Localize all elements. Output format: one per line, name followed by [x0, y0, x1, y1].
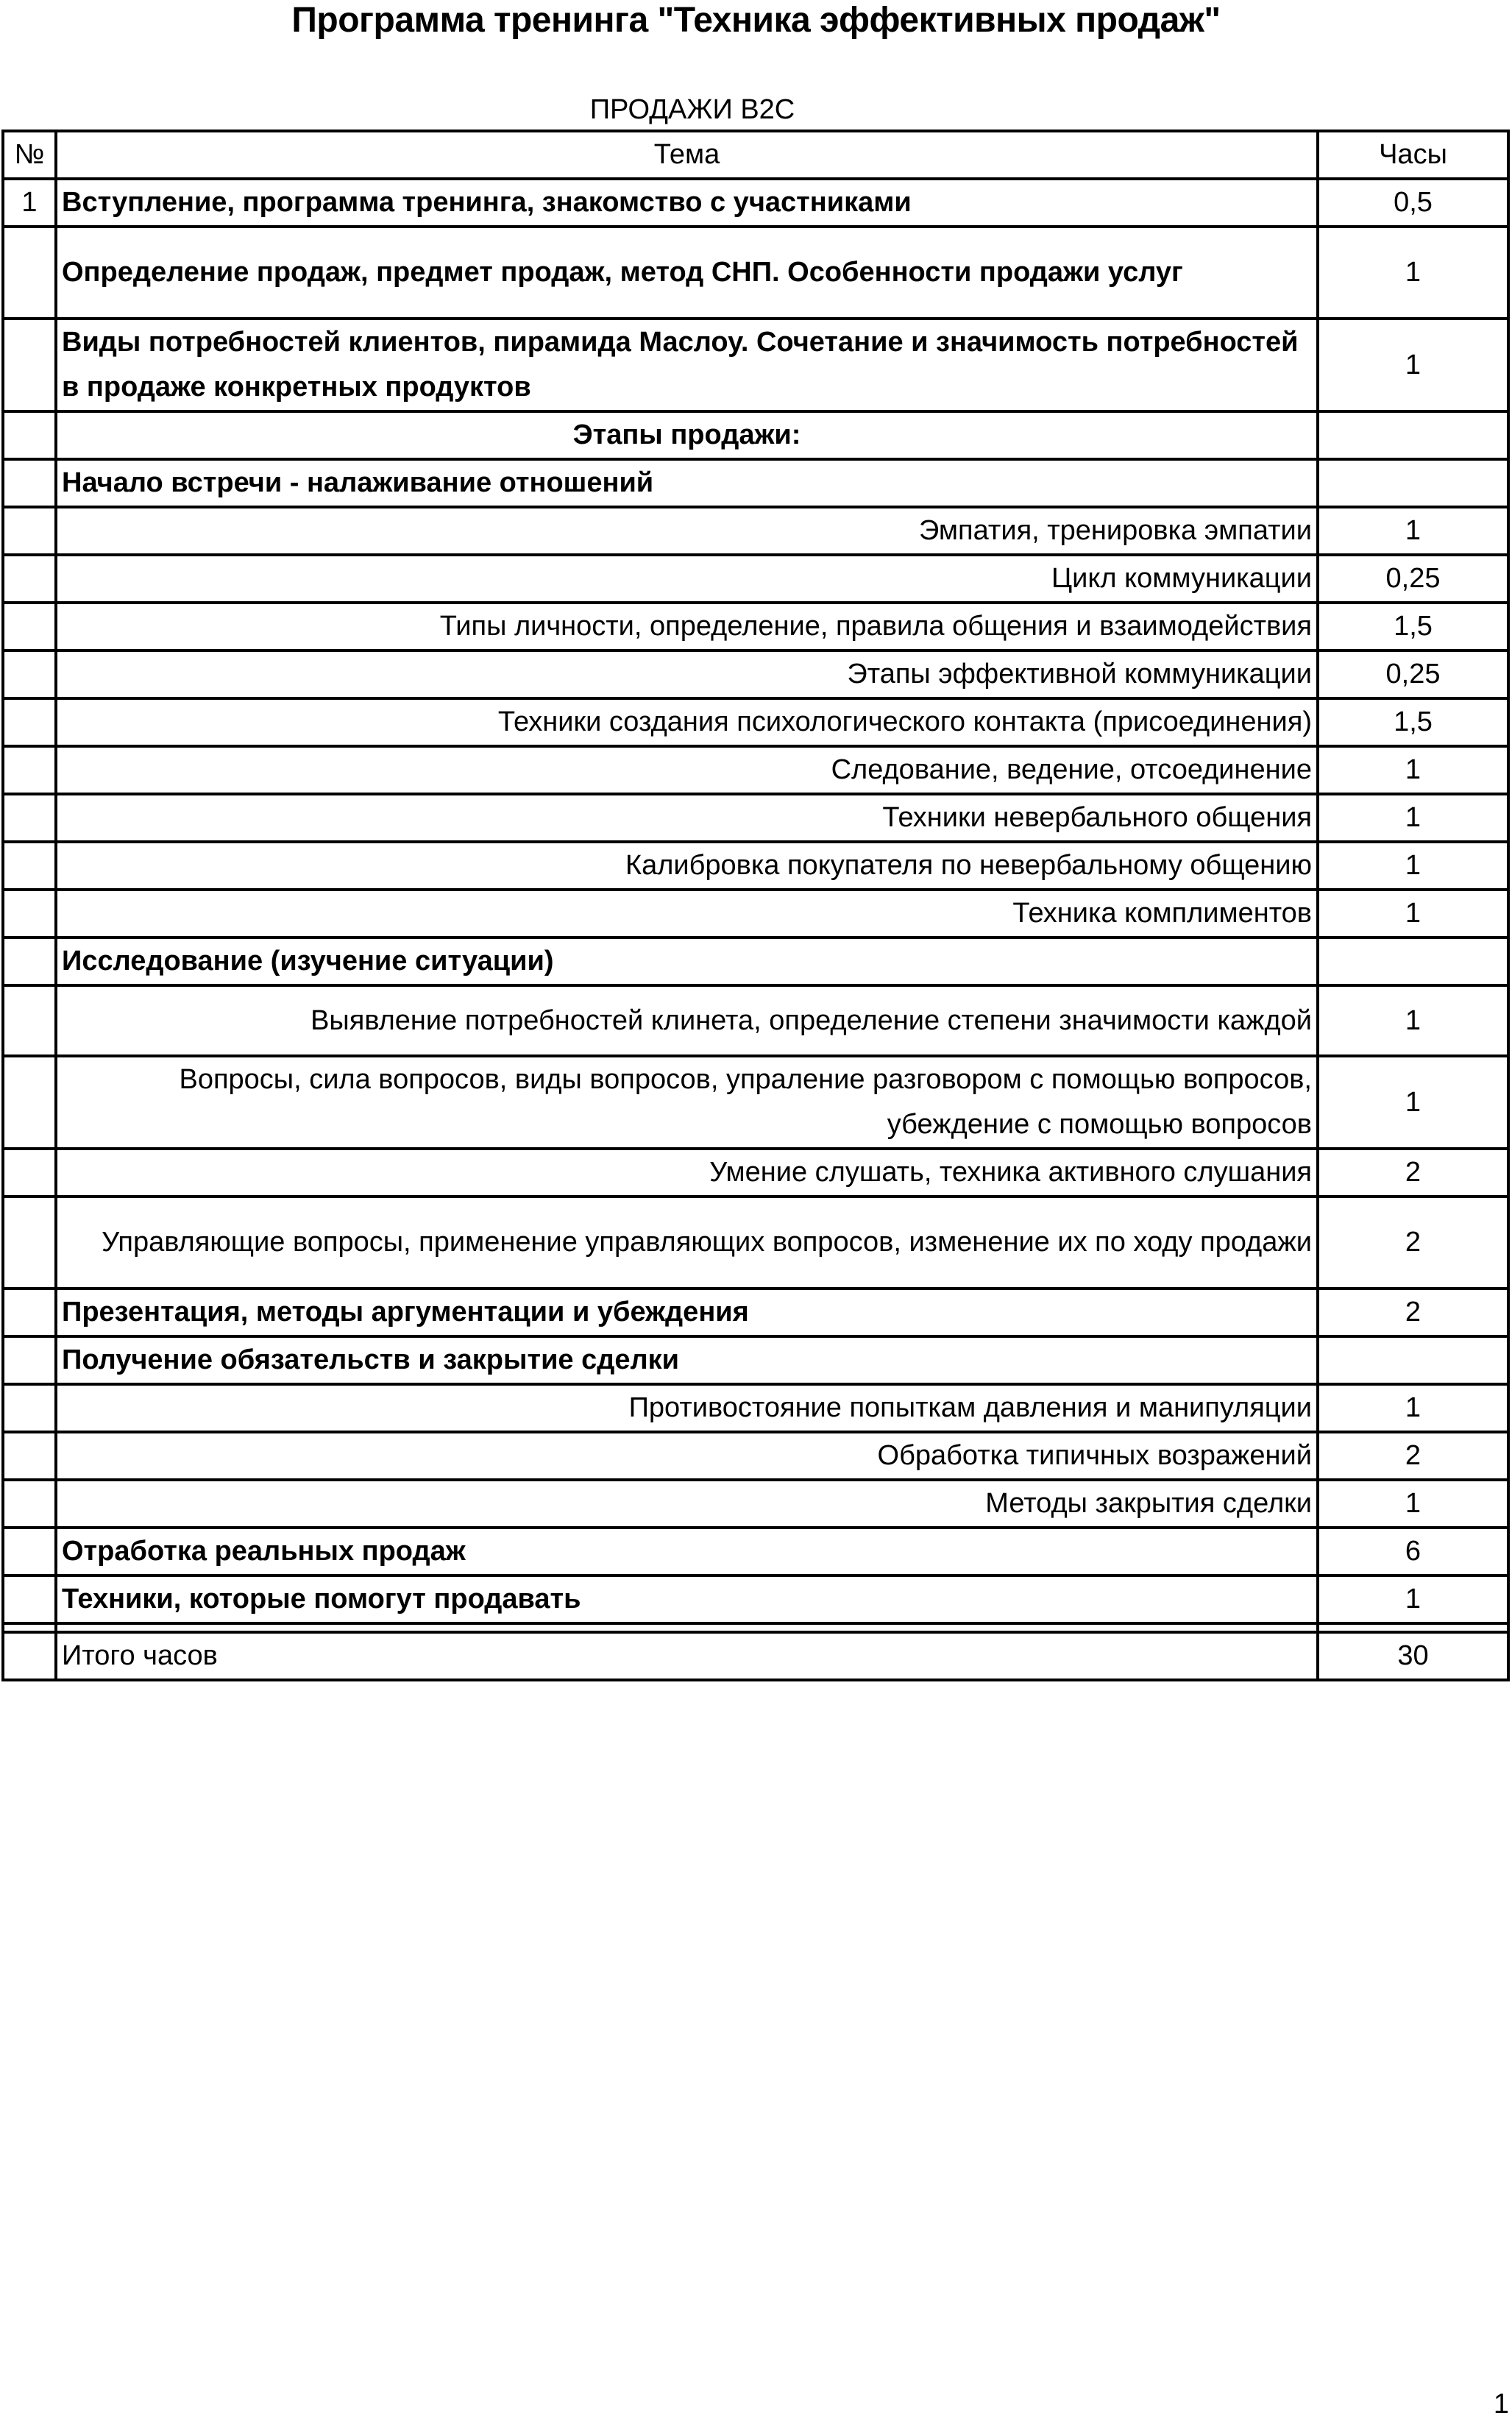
row-hours: 1 [1318, 794, 1508, 842]
header-hours: Часы [1318, 131, 1508, 179]
row-number [3, 1289, 56, 1336]
row-hours [1318, 459, 1508, 507]
table-row [3, 1149, 1508, 1197]
row-number [3, 698, 56, 746]
row-hours: 1 [1318, 842, 1508, 890]
row-number [3, 937, 56, 985]
row-number [3, 1056, 56, 1149]
table-row [3, 459, 1508, 507]
table-row [3, 1336, 1508, 1384]
row-hours: 1,5 [1318, 698, 1508, 746]
row-number [3, 1149, 56, 1197]
row-hours [1318, 1336, 1508, 1384]
row-topic: Этапы продажи: [56, 411, 1318, 459]
table-row [3, 1480, 1508, 1528]
table-row [3, 1575, 1508, 1623]
row-topic: Определение продаж, предмет продаж, метод СНП. Особенности продажи услуг [56, 227, 1318, 319]
row-hours: 1 [1318, 746, 1508, 794]
row-topic: Методы закрытия сделки [56, 1480, 1318, 1528]
row-hours: 1 [1318, 507, 1508, 555]
row-topic: Презентация, методы аргументации и убеждения [56, 1289, 1318, 1336]
row-hours: 2 [1318, 1197, 1508, 1289]
row-number [3, 1197, 56, 1289]
table-row [3, 1056, 1508, 1149]
row-number: 1 [3, 179, 56, 227]
row-hours: 1 [1318, 227, 1508, 319]
table-row [3, 842, 1508, 890]
table-divider-row [3, 1623, 1508, 1632]
page-number: 1 [1493, 2389, 1509, 2420]
row-hours: 1 [1318, 319, 1508, 411]
row-hours: 1 [1318, 1056, 1508, 1149]
row-number [3, 1528, 56, 1575]
table-row [3, 985, 1508, 1056]
row-number [3, 507, 56, 555]
row-number [3, 651, 56, 698]
row-topic: Управляющие вопросы, применение управляющих вопросов, изменение их по ходу продажи [56, 1197, 1318, 1289]
row-number [3, 985, 56, 1056]
row-hours: 1 [1318, 1384, 1508, 1432]
divider-cell [56, 1623, 1318, 1632]
table-row [3, 179, 1508, 227]
row-number [3, 842, 56, 890]
row-hours [1318, 411, 1508, 459]
row-topic: Обработка типичных возражений [56, 1432, 1318, 1480]
table-row [3, 1528, 1508, 1575]
row-topic: Выявление потребностей клинета, определение степени значимости каждой [56, 985, 1318, 1056]
row-number [3, 1480, 56, 1528]
table-row [3, 227, 1508, 319]
row-hours: 1 [1318, 1575, 1508, 1623]
row-topic: Эмпатия, тренировка эмпатии [56, 507, 1318, 555]
row-hours: 1 [1318, 985, 1508, 1056]
table-row [3, 794, 1508, 842]
table-row [3, 555, 1508, 603]
table-row [3, 1384, 1508, 1432]
divider-cell [3, 1623, 56, 1632]
row-hours: 0,25 [1318, 651, 1508, 698]
table-row [3, 746, 1508, 794]
table-header-row [3, 131, 1508, 179]
header-number: № [3, 131, 56, 179]
row-number [3, 1336, 56, 1384]
row-number [3, 794, 56, 842]
row-topic: Начало встречи - налаживание отношений [56, 459, 1318, 507]
table-row [3, 698, 1508, 746]
table-row [3, 319, 1508, 411]
row-topic: Цикл коммуникации [56, 555, 1318, 603]
row-number [3, 890, 56, 937]
row-topic: Вступление, программа тренинга, знакомство с участниками [56, 179, 1318, 227]
row-topic: Получение обязательств и закрытие сделки [56, 1336, 1318, 1384]
table-row [3, 603, 1508, 651]
row-hours: 1,5 [1318, 603, 1508, 651]
row-number [3, 1575, 56, 1623]
row-topic: Вопросы, сила вопросов, виды вопросов, упраление разговором с помощью вопросов, убеждение с помощью вопросов [56, 1056, 1318, 1149]
divider-cell [1318, 1623, 1508, 1632]
row-topic: Калибровка покупателя по невербальному общению [56, 842, 1318, 890]
row-hours: 0,5 [1318, 179, 1508, 227]
total-label: Итого часов [56, 1632, 1318, 1680]
row-hours: 0,25 [1318, 555, 1508, 603]
row-topic: Умение слушать, техника активного слушания [56, 1149, 1318, 1197]
row-number [3, 1384, 56, 1432]
row-topic: Техники невербального общения [56, 794, 1318, 842]
table-row [3, 1197, 1508, 1289]
row-topic: Следование, ведение, отсоединение [56, 746, 1318, 794]
row-topic: Этапы эффективной коммуникации [56, 651, 1318, 698]
row-number [3, 411, 56, 459]
training-program-table [1, 130, 1510, 1681]
row-hours: 2 [1318, 1149, 1508, 1197]
row-topic: Исследование (изучение ситуации) [56, 937, 1318, 985]
row-hours: 2 [1318, 1432, 1508, 1480]
row-topic: Противостояние попыткам давления и манипуляции [56, 1384, 1318, 1432]
table-row [3, 651, 1508, 698]
row-number [3, 555, 56, 603]
table-row [3, 507, 1508, 555]
document-subtitle: ПРОДАЖИ B2C [589, 94, 795, 125]
row-hours: 6 [1318, 1528, 1508, 1575]
row-number [3, 746, 56, 794]
table-row [3, 890, 1508, 937]
table-row [3, 937, 1508, 985]
row-hours: 1 [1318, 890, 1508, 937]
table-row [3, 1289, 1508, 1336]
total-row [3, 1632, 1508, 1680]
row-number [3, 1432, 56, 1480]
document-title: Программа тренинга "Техника эффективных продаж" [291, 1, 1221, 40]
row-hours [1318, 937, 1508, 985]
row-topic: Отработка реальных продаж [56, 1528, 1318, 1575]
row-number [3, 227, 56, 319]
row-number [3, 459, 56, 507]
total-hours: 30 [1318, 1632, 1508, 1680]
row-number [3, 603, 56, 651]
row-topic: Техника комплиментов [56, 890, 1318, 937]
row-hours: 2 [1318, 1289, 1508, 1336]
row-topic: Техники создания психологического контакта (присоединения) [56, 698, 1318, 746]
row-number [3, 319, 56, 411]
row-topic: Техники, которые помогут продавать [56, 1575, 1318, 1623]
header-topic: Тема [56, 131, 1318, 179]
row-hours: 1 [1318, 1480, 1508, 1528]
table-row [3, 411, 1508, 459]
total-number-cell [3, 1632, 56, 1680]
table-row [3, 1432, 1508, 1480]
row-topic: Типы личности, определение, правила общения и взаимодействия [56, 603, 1318, 651]
row-topic: Виды потребностей клиентов, пирамида Маслоу. Сочетание и значимость потребностей в продаже конкретных продуктов [56, 319, 1318, 411]
